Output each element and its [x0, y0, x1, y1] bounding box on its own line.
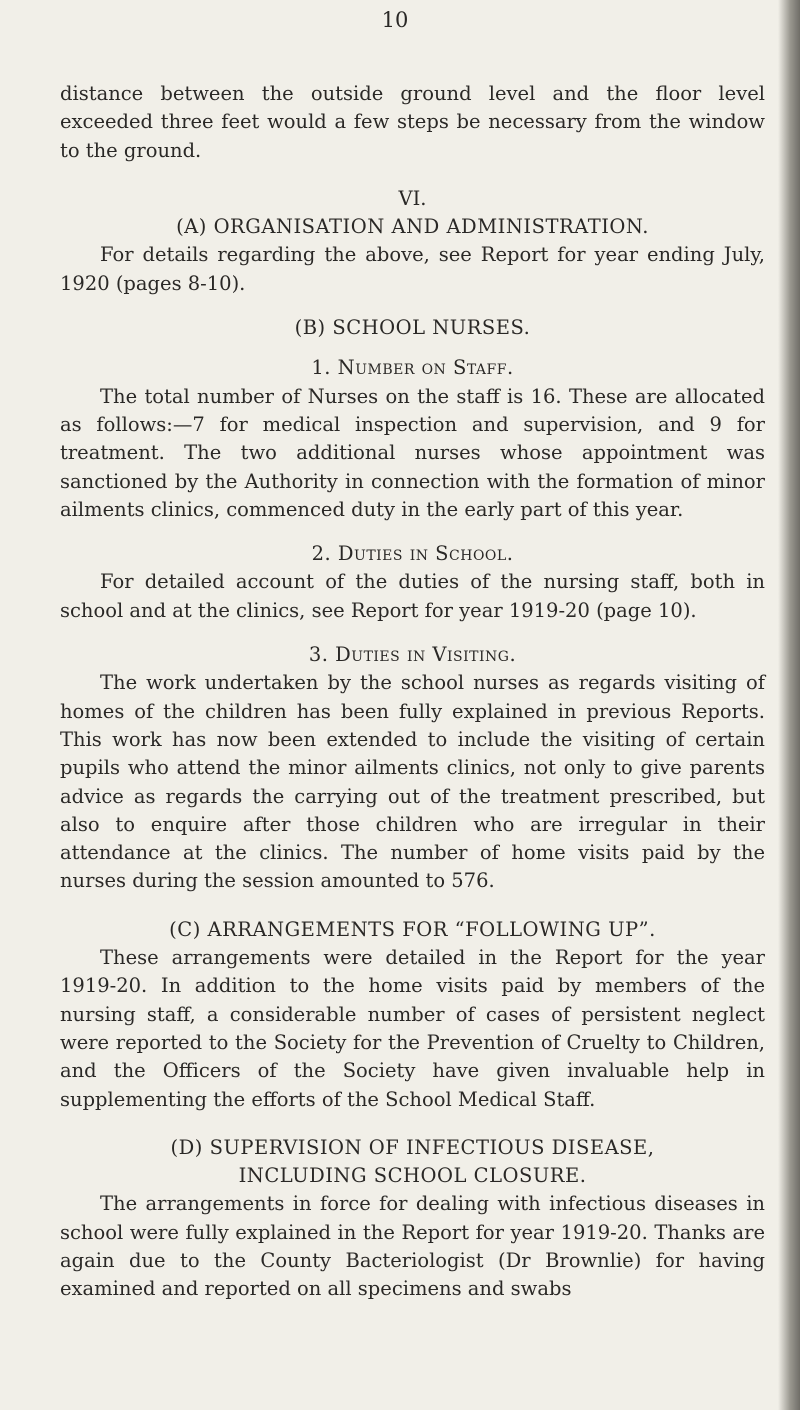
heading-number-on-staff: 1. Number on Staff.: [311, 356, 514, 380]
heading-infectious-disease-line1: (D) SUPERVISION OF INFECTIOUS DISEASE,: [170, 1135, 655, 1159]
heading-organisation: (A) ORGANISATION AND ADMINISTRATION.: [176, 215, 649, 239]
page-number: 10: [381, 8, 409, 32]
heading-duties-in-school: 2. Duties in School.: [311, 542, 514, 566]
paragraph-infectious-disease: The arrangements in force for dealing with infectious diseases in school were fully explained in the Report for year 1919-20. Thanks are again due to the County Bacteriologist (Dr Brownlie) for having examined and reported on all specimens and swabs: [60, 1192, 765, 1301]
heading-infectious-disease-line2: INCLUDING SCHOOL CLOSURE.: [238, 1164, 587, 1188]
paragraph-duties-in-school: For detailed account of the duties of the nursing staff, both in school and at the clinics, see Report for year 1919-20 (page 10).: [60, 570, 765, 622]
paragraph-organisation: For details regarding the above, see Report for year ending July, 1920 (pages 8-10).: [60, 243, 765, 295]
section-numeral: VI.: [398, 186, 427, 210]
paragraph-following-up: These arrangements were detailed in the Report for the year 1919-20. In addition to the home visits paid by members of the nursing staff, a considerable number of cases of persistent neglect were reported to the Society for the Prevention of Cruelty to Children, and the Officers of the Society have given invaluable help in supplementing the efforts of the School Medical Staff.: [60, 946, 765, 1111]
paragraph-number-on-staff: The total number of Nurses on the staff is 16. These are allocated as follows:—7 for medical inspection and supervision, and 9 for treatment. The two additional nurses whose appointment was sanctioned by the Authority in connection with the formation of minor ailments clinics, commenced duty in the early part of this year.: [60, 384, 765, 521]
page-body: [60, 80, 765, 1304]
intro-paragraph: distance between the outside ground level and the floor level exceeded three feet would a few steps be necessary from the window to the ground.: [60, 82, 765, 162]
heading-duties-in-visiting: 3. Duties in Visiting.: [308, 643, 517, 667]
paragraph-duties-in-visiting: The work undertaken by the school nurses as regards visiting of homes of the children has been fully explained in previous Reports. This work has now been extended to include the visiting of certain pupils who attend the minor ailments clinics, not only to give parents advice as regards the carrying out of the treatment prescribed, but also to enquire after those children who are irregular in their attendance at the clinics. The number of home visits paid by the nurses during the session amounted to 576.: [60, 671, 765, 893]
heading-following-up: (C) ARRANGEMENTS FOR “FOLLOWING UP”.: [169, 917, 656, 941]
page-edge-shadow: [778, 0, 800, 1410]
heading-school-nurses: (B) SCHOOL NURSES.: [294, 316, 531, 340]
